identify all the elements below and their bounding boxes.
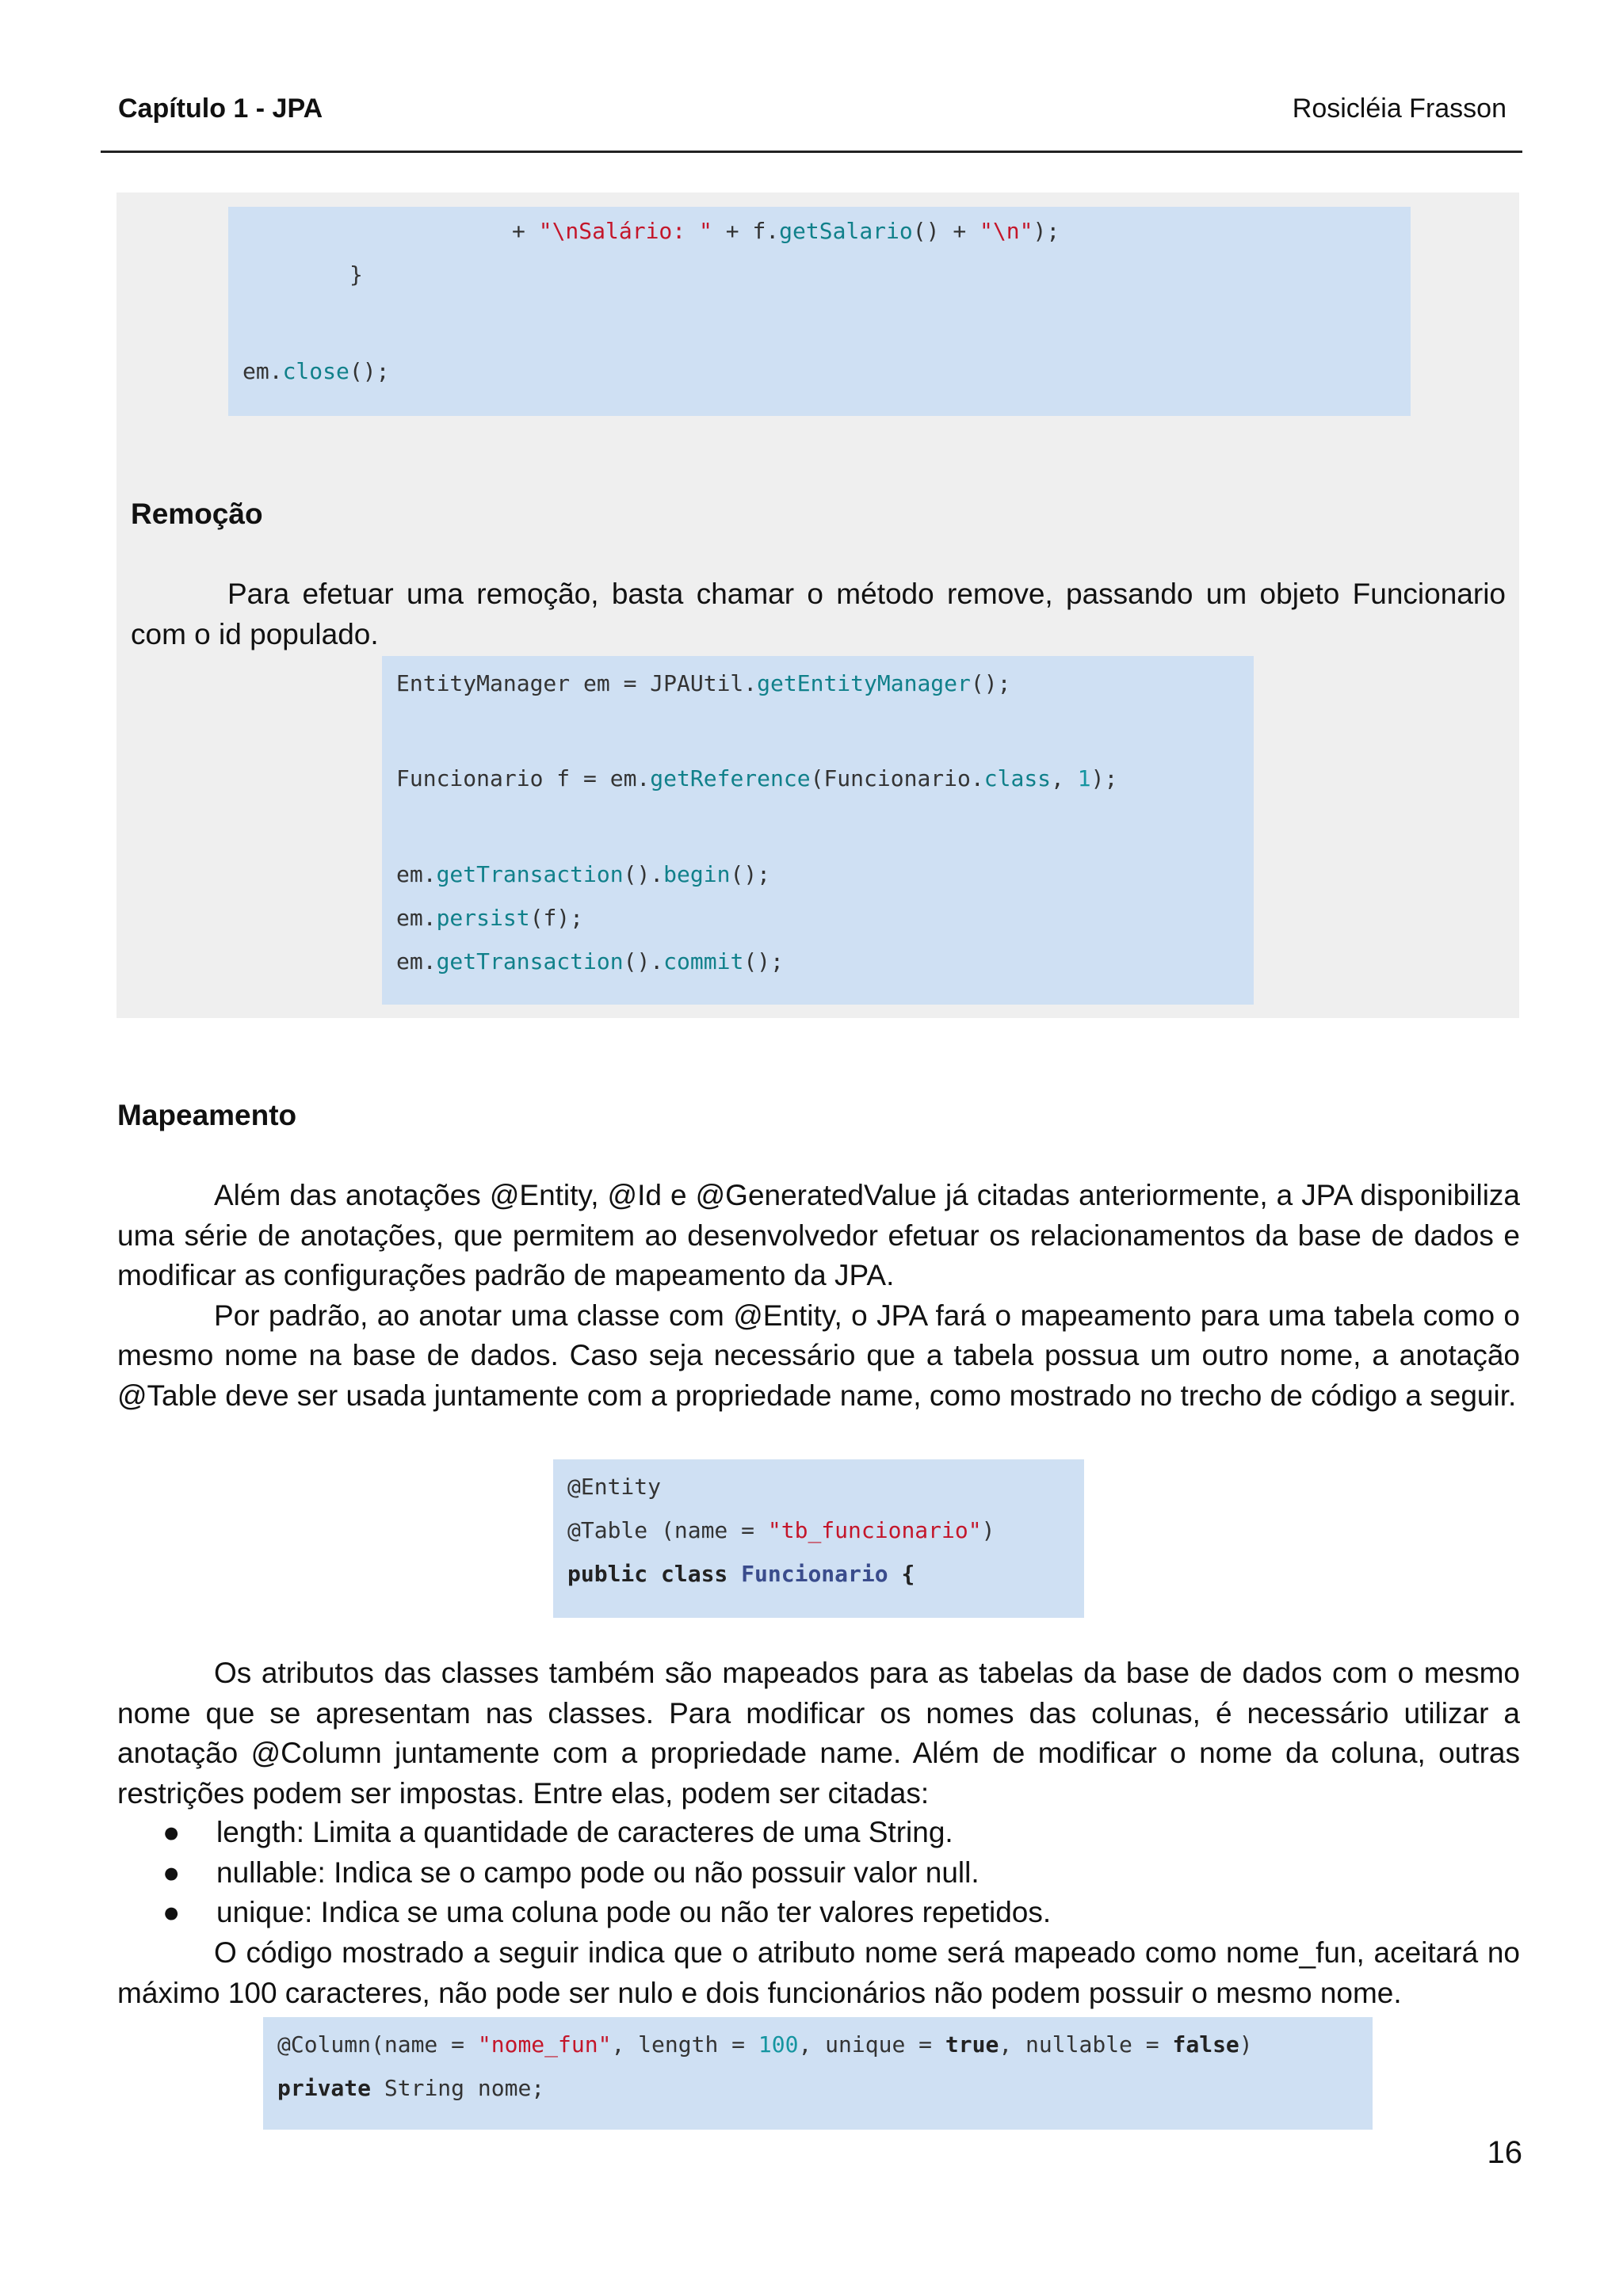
bullet-icon: ● xyxy=(162,1896,181,1928)
code-line: EntityManager em = JPAUtil.getEntityManager(); xyxy=(396,670,1011,696)
code-line: @Entity xyxy=(567,1474,662,1500)
code-block-removal xyxy=(382,656,1254,1005)
removal-heading: Remoção xyxy=(131,498,263,530)
page-header xyxy=(101,93,1522,153)
code-line: em.getTransaction().begin(); xyxy=(396,861,771,887)
mapping-heading: Mapeamento xyxy=(117,1099,297,1131)
code-line: private String nome; xyxy=(277,2075,545,2101)
code-line: + "\nSalário: " + f.getSalario() + "\n"); xyxy=(512,218,1060,244)
code-line: em.persist(f); xyxy=(396,905,584,931)
column-example-paragraph: O código mostrado a seguir indica que o atributo nome será mapeado como nome_fun, aceitará no máximo 100 caracteres, não pode ser nulo e dois funcionários não podem possuir o mesmo nome. xyxy=(117,1936,1520,2009)
code-line: } xyxy=(349,261,363,288)
page-number: 16 xyxy=(1487,2135,1522,2170)
list-item: ● unique: Indica se uma coluna pode ou não ter valores repetidos. xyxy=(162,1893,1051,1933)
code-block-table-annotation xyxy=(553,1459,1084,1618)
author-name: Rosicléia Frasson xyxy=(1292,93,1507,124)
bullet-icon: ● xyxy=(162,1855,181,1889)
mapping-paragraph-1: Além das anotações @Entity, @Id e @GeneratedValue já citadas anteriormente, a JPA disponibiliza uma série de anotações, que permitem ao desenvolvedor efetuar os relacionamentos da base de dados e modificar as configurações padrão de mapeamento da JPA. xyxy=(117,1179,1520,1291)
code-block-salary-output xyxy=(228,207,1411,416)
chapter-title: Capítulo 1 - JPA xyxy=(118,93,323,124)
removal-paragraph: Para efetuar uma remoção, basta chamar o método remove, passando um objeto Funcionario com o id populado. xyxy=(131,578,1506,650)
code-line: em.getTransaction().commit(); xyxy=(396,948,784,974)
code-line: em.close(); xyxy=(242,358,390,384)
constraint-list xyxy=(162,1813,1051,1933)
code-line: Funcionario f = em.getReference(Funcionario.class, 1); xyxy=(396,765,1118,791)
mapping-paragraph-2: Por padrão, ao anotar uma classe com @Entity, o JPA fará o mapeamento para uma tabela como o mesmo nome na base de dados. Caso seja necessário que a tabela possua um outro nome, a anotação @Table deve ser usada juntamente com a propriedade name, como mostrado no trecho de código a seguir. xyxy=(117,1299,1520,1412)
list-item: ● length: Limita a quantidade de caracteres de uma String. xyxy=(162,1813,1051,1853)
column-paragraph: Os atributos das classes também são mapeados para as tabelas da base de dados com o mesmo nome que se apresentam nas classes. Para modificar os nomes das colunas, é necessário utilizar a anotação @Column juntamente com a propriedade name. Além de modificar o nome da coluna, outras restrições podem ser impostas. Entre elas, podem ser citadas: xyxy=(117,1657,1520,1810)
code-line: @Table (name = "tb_funcionario") xyxy=(567,1517,995,1543)
code-line: @Column(name = "nome_fun", length = 100, unique = true, nullable = false) xyxy=(277,2031,1253,2058)
code-line: public class Funcionario { xyxy=(567,1561,915,1587)
mapping-paragraphs xyxy=(117,1176,1520,1416)
bullet-icon: ● xyxy=(162,1816,181,1848)
code-block-column-annotation xyxy=(263,2017,1373,2130)
list-item: ● nullable: Indica se o campo pode ou não possuir valor null. xyxy=(162,1853,1051,1894)
